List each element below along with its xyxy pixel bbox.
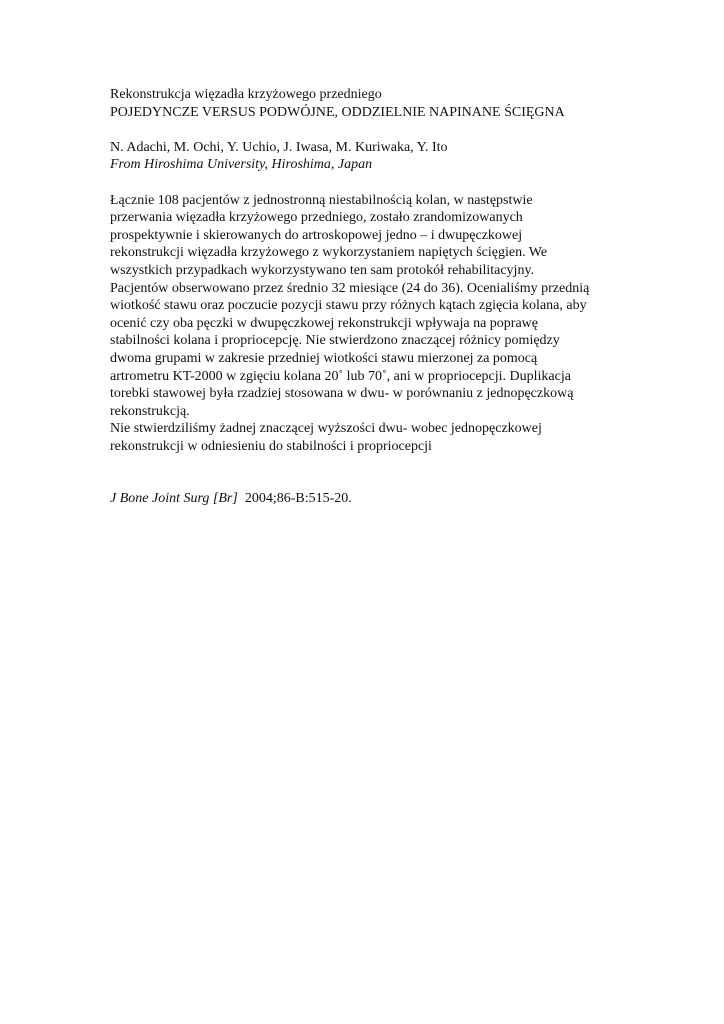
abstract-line: Łącznie 108 pacjentów z jednostronną niestabilnością kolan, w następstwie: [110, 192, 533, 208]
abstract: [110, 192, 620, 456]
abstract-line: wiotkość stawu oraz poczucie pozycji stawu przy różnych kątach zgięcia kolana, aby: [110, 298, 587, 314]
abstract-line: prospektywnie i skierowanych do artroskopowej jedno – i dwupęczkowej: [110, 227, 523, 243]
abstract-line: stabilności kolana i propriocepcję. Nie stwierdzono znaczącej różnicy pomiędzy: [110, 333, 560, 349]
abstract-line: dwoma grupami w zakresie przedniej wiotkości stawu mierzonej za pomocą: [110, 350, 538, 366]
subtitle-line: POJEDYNCZE VERSUS PODWÓJNE, ODDZIELNIE NAPINANE ŚCIĘGNA: [110, 104, 565, 120]
abstract-line: rekonstrukcją.: [110, 403, 190, 419]
abstract-line: przerwania więzadła krzyżowego przedniego, zostało zrandomizowanych: [110, 210, 523, 226]
title-line: Rekonstrukcja więzadła krzyżowego przedniego: [110, 87, 382, 102]
abstract-line: rekonstrukcji więzadła krzyżowego z wykorzystaniem napiętych ścięgien. We: [110, 245, 548, 261]
abstract-line: rekonstrukcji w odniesieniu do stabilności i propriocepcji: [110, 438, 432, 454]
citation: [110, 490, 620, 508]
citation-journal: J Bone Joint Surg [Br]: [110, 491, 238, 507]
document-content: [110, 86, 620, 508]
citation-details: 2004;86-B:515-20.: [237, 491, 352, 507]
author-block: [110, 139, 620, 174]
affiliation: From Hiroshima University, Hiroshima, Japan: [110, 157, 373, 173]
abstract-line: wszystkich przypadkach wykorzystywano ten sam protokół rehabilitacyjny.: [110, 262, 535, 278]
authors: N. Adachi, M. Ochi, Y. Uchio, J. Iwasa, M. Kuriwaka, Y. Ito: [110, 139, 448, 155]
abstract-line: ocenić czy oba pęczki w dwupęczkowej rekonstrukcji wpływaja na poprawę: [110, 315, 538, 331]
abstract-line: Nie stwierdziliśmy żadnej znaczącej wyższości dwu- wobec jednopęczkowej: [110, 421, 542, 437]
abstract-line: Pacjentów obserwowano przez średnio 32 miesiące (24 do 36). Ocenialiśmy przednią: [110, 280, 590, 296]
title-block: [110, 86, 620, 121]
abstract-line: artrometru KT-2000 w zgięciu kolana 20˚ lub 70˚, ani w propriocepcji. Duplikacja: [110, 368, 571, 384]
abstract-line: torebki stawowej była rzadziej stosowana w dwu- w porównaniu z jednopęczkową: [110, 386, 574, 402]
